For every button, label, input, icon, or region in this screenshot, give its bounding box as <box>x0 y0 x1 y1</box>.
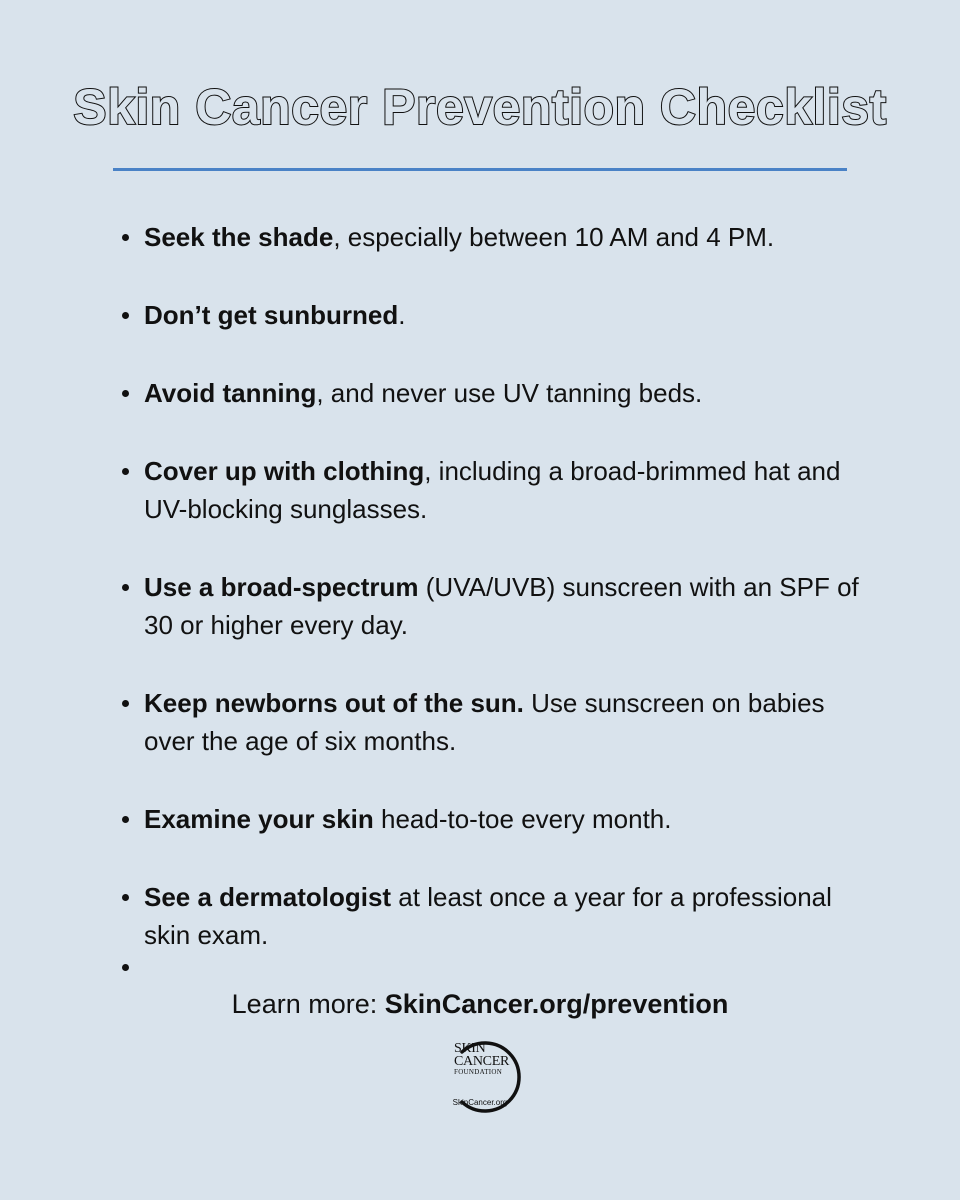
bullet-icon <box>122 700 129 707</box>
list-item <box>118 568 878 644</box>
item-highlight: Seek the shade <box>144 222 334 252</box>
list-item <box>118 452 878 528</box>
item-highlight: Cover up with clothing <box>144 456 425 486</box>
list-item <box>118 296 878 334</box>
list-item <box>118 374 878 412</box>
item-highlight: Don’t get sunburned <box>144 300 399 330</box>
learn-more-line <box>0 984 960 1024</box>
item-text: (UVA/UVB) sunscreen with an SPF of 30 or higher every day. <box>144 572 859 640</box>
item-highlight: Keep newborns out of the sun. <box>144 688 524 718</box>
bullet-icon <box>122 816 129 823</box>
learn-more-link[interactable]: SkinCancer.org/prevention <box>384 989 729 1019</box>
empty-bullet-icon <box>122 964 129 971</box>
item-text: Use sunscreen on babies over the age of six months. <box>144 688 825 756</box>
item-highlight: Avoid tanning <box>144 378 317 408</box>
logo-url: SkinCancer.org <box>452 1098 508 1107</box>
item-highlight: Examine your skin <box>144 804 374 834</box>
logo-wordmark <box>454 1042 514 1077</box>
item-highlight: See a dermatologist <box>144 882 392 912</box>
item-text: at least once a year for a professional skin exam. <box>144 882 832 950</box>
item-text: , including a broad-brimmed hat and UV-blocking sunglasses. <box>144 456 841 524</box>
page-title: Skin Cancer Prevention Checklist <box>73 79 887 135</box>
bullet-icon <box>122 584 129 591</box>
item-text: head-to-toe every month. <box>373 804 672 834</box>
logo-line-cancer: CANCER <box>454 1054 509 1069</box>
learn-more-prefix: Learn more: <box>231 989 385 1019</box>
list-item <box>118 878 878 954</box>
prevention-checklist <box>118 218 878 994</box>
title-divider <box>113 168 847 171</box>
bullet-icon <box>122 894 129 901</box>
list-item <box>118 684 878 760</box>
list-item <box>118 218 878 256</box>
item-text: , especially between 10 AM and 4 PM. <box>333 222 775 252</box>
logo-line-foundation: FOUNDATION <box>454 1068 503 1076</box>
item-text: , and never use UV tanning beds. <box>316 378 703 408</box>
list-item <box>118 800 878 838</box>
bullet-icon <box>122 390 129 397</box>
item-text: . <box>398 300 406 330</box>
item-highlight: Use a broad-spectrum <box>144 572 419 602</box>
bullet-icon <box>122 234 129 241</box>
bullet-icon <box>122 312 129 319</box>
bullet-icon <box>122 468 129 475</box>
logo-line-skin: SKIN <box>454 1041 486 1056</box>
